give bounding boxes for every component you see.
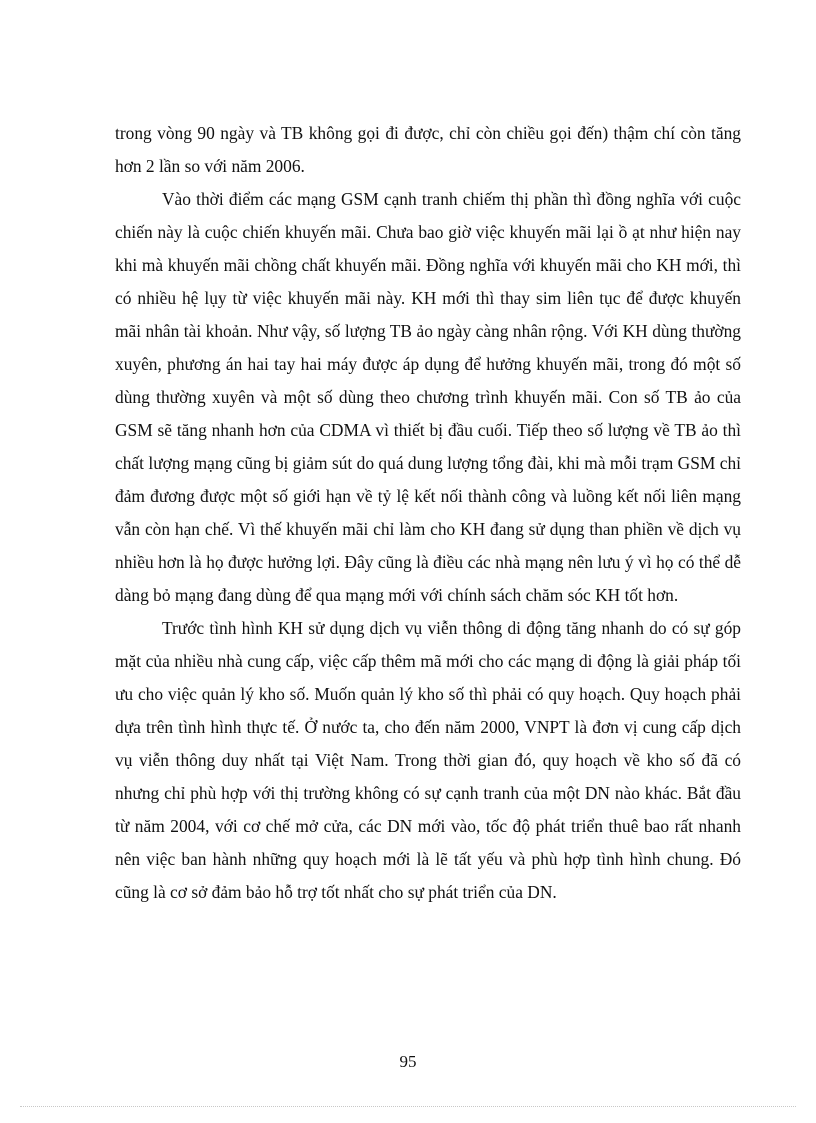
paragraph-number-planning: Trước tình hình KH sử dụng dịch vụ viễn thông di động tăng nhanh do có sự góp mặt của nhiều nhà cung cấp, việc cấp thêm mã mới cho các mạng di động là giải pháp tối ưu cho việc quản lý kho số. Muốn quản lý kho số thì phải có quy hoạch. Quy hoạch phải dựa trên tình hình thực tế. Ở nước ta, cho đến năm 2000, VNPT là đơn vị cung cấp dịch vụ viễn thông duy nhất tại Việt Nam. Trong thời gian đó, quy hoạch về kho số đã có nhưng chỉ phù hợp với thị trường không có sự cạnh tranh của một DN nào khác. Bắt đầu từ năm 2004, với cơ chế mở cửa, các DN mới vào, tốc độ phát triển thuê bao rất nhanh nên việc ban hành những quy hoạch mới là lẽ tất yếu và phù hợp tình hình chung. Đó cũng là cơ sở đảm bảo hỗ trợ tốt nhất cho sự phát triển của DN. <box>115 618 741 902</box>
page-number: 95 <box>399 1052 417 1071</box>
document-body <box>115 117 741 909</box>
paragraph-continued: trong vòng 90 ngày và TB không gọi đi được, chỉ còn chiều gọi đến) thậm chí còn tăng hơn 2 lần so với năm 2006. <box>115 123 741 176</box>
page-bottom-divider <box>20 1106 796 1107</box>
paragraph-gsm-promotion: Vào thời điểm các mạng GSM cạnh tranh chiếm thị phần thì đồng nghĩa với cuộc chiến này là cuộc chiến khuyến mãi. Chưa bao giờ việc khuyến mãi lại ồ ạt như hiện nay khi mà khuyến mãi chồng chất khuyến mãi. Đồng nghĩa với khuyến mãi cho KH mới, thì có nhiều hệ lụy từ việc khuyến mãi này. KH mới thì thay sim liên tục để được khuyến mãi nhân tài khoản. Như vậy, số lượng TB ảo ngày càng nhân rộng. Với KH dùng thường xuyên, phương án hai tay hai máy được áp dụng để hưởng khuyến mãi, trong đó một số dùng thường xuyên và một số dùng theo chương trình khuyến mãi. Con số TB ảo của GSM sẽ tăng nhanh hơn của CDMA vì thiết bị đầu cuối. Tiếp theo số lượng về TB ảo thì chất lượng mạng cũng bị giảm sút do quá dung lượng tổng đài, khi mà mỗi trạm GSM chỉ đảm đương được một số giới hạn về tỷ lệ kết nối thành công và luồng kết nối liên mạng vẫn còn hạn chế. Vì thế khuyến mãi chỉ làm cho KH đang sử dụng than phiền về dịch vụ nhiều hơn là họ được hưởng lợi. Đây cũng là điều các nhà mạng nên lưu ý vì họ có thể dễ dàng bỏ mạng đang dùng để qua mạng mới với chính sách chăm sóc KH tốt hơn. <box>115 189 741 605</box>
